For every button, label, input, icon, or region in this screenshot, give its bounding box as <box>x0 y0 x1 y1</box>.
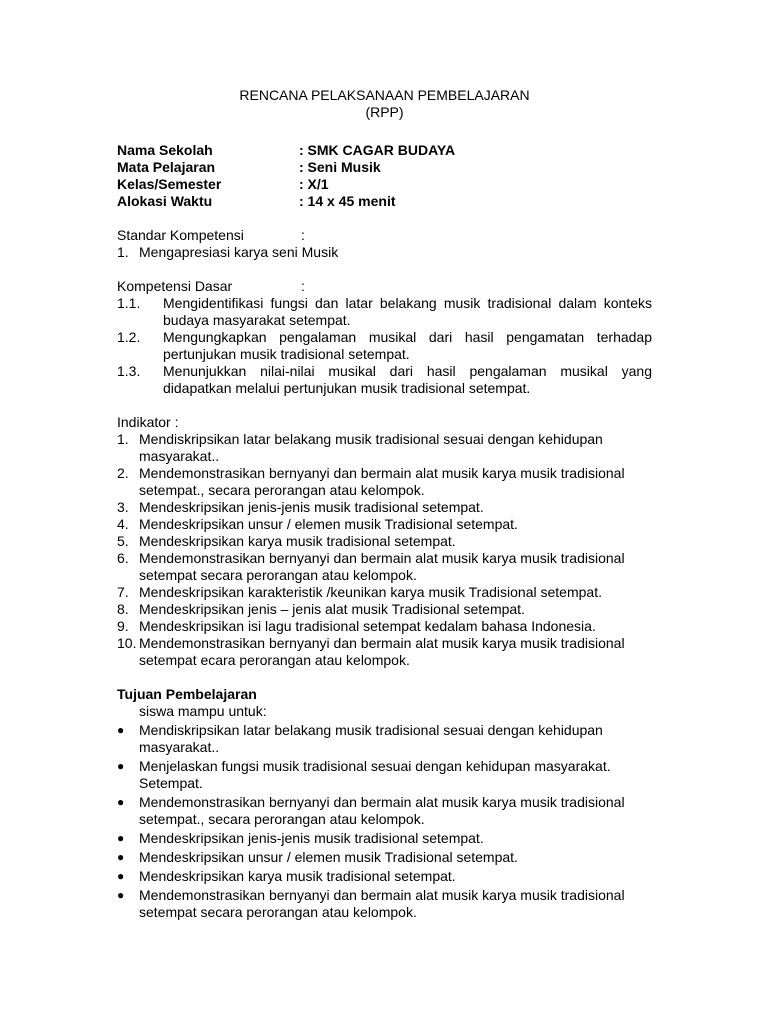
item-text: Mendeskripsikan karya musik tradisional setempat. <box>139 868 456 884</box>
identity-value: : SMK CAGAR BUDAYA <box>299 142 456 158</box>
item-number: 1.3. <box>117 363 141 379</box>
item-text: Mendeskripsikan jenis-jenis musik tradisional setempat. <box>139 499 484 515</box>
bullet-item <box>117 794 652 828</box>
list-item <box>117 329 652 363</box>
bullet-icon: ● <box>117 723 125 737</box>
kompetensi-dasar-section <box>117 278 652 397</box>
bullet-item <box>117 887 652 921</box>
bullet-item <box>117 849 652 866</box>
section-heading-label: Kompetensi Dasar <box>117 278 233 294</box>
document-page <box>117 87 652 921</box>
item-number: 10. <box>117 635 137 651</box>
item-text: Menunjukkan nilai-nilai musikal dari hasil pengalaman musikal yang didapatkan melalui pertunjukan musik tradisional setempat. <box>163 363 652 396</box>
list-item <box>117 499 652 516</box>
title-line-2: (RPP) <box>365 104 404 120</box>
item-number: 6. <box>117 550 129 566</box>
item-number: 7. <box>117 584 129 600</box>
item-text: Mendemonstrasikan bernyanyi dan bermain alat musik karya musik tradisional setempat secara perorangan atau kelompok. <box>139 550 625 583</box>
bullet-item <box>117 830 652 847</box>
identity-value: : X/1 <box>299 176 329 192</box>
item-text: Mendeskripsikan unsur / elemen musik Tradisional setempat. <box>139 849 518 865</box>
item-text: Mengapresiasi karya seni Musik <box>139 244 339 260</box>
item-text: Mendemonstrasikan bernyanyi dan bermain alat musik karya musik tradisional setempat., secara perorangan atau kelompok. <box>139 794 625 827</box>
list-item <box>117 465 652 499</box>
item-number: 3. <box>117 499 129 515</box>
bullet-item <box>117 722 652 756</box>
item-text: Menjelaskan fungsi musik tradisional sesuai dengan kehidupan masyarakat. Setempat. <box>139 758 611 791</box>
item-number: 9. <box>117 618 129 634</box>
item-text: Mendeskripsikan isi lagu tradisional setempat kedalam bahasa Indonesia. <box>139 618 596 634</box>
item-text: Mendiskripsikan latar belakang musik tradisional sesuai dengan kehidupan masyarakat.. <box>139 431 603 464</box>
list-item <box>117 295 652 329</box>
identity-key: Alokasi Waktu <box>117 193 213 209</box>
bullet-item <box>117 758 652 792</box>
section-heading <box>117 278 652 295</box>
section-heading-colon: : <box>301 278 305 294</box>
item-text: Mendeskripsikan jenis – jenis alat musik Tradisional setempat. <box>139 601 525 617</box>
identity-row-subject <box>117 159 652 176</box>
item-number: 2. <box>117 465 129 481</box>
item-text: Mendemonstrasikan bernyanyi dan bermain alat musik karya musik tradisional setempat ecara perorangan atau kelompok. <box>139 635 625 668</box>
identity-table <box>117 142 652 210</box>
standar-kompetensi-section <box>117 227 652 261</box>
identity-value: : Seni Musik <box>299 159 381 175</box>
item-text: Mendeskripsikan jenis-jenis musik tradisional setempat. <box>139 830 484 846</box>
bullet-icon: ● <box>117 869 125 883</box>
list-item <box>117 550 652 584</box>
item-text: Mendeskripsikan karya musik tradisional setempat. <box>139 533 456 549</box>
item-number: 1.1. <box>117 295 141 311</box>
list-item <box>117 601 652 618</box>
item-text: Mendemonstrasikan bernyanyi dan bermain alat musik karya musik tradisional setempat secara perorangan atau kelompok. <box>139 887 625 920</box>
bullet-icon: ● <box>117 795 125 809</box>
section-heading: Indikator : <box>117 414 179 430</box>
list-item <box>117 363 652 397</box>
bullet-item <box>117 868 652 885</box>
document-title <box>117 87 652 121</box>
item-number: 4. <box>117 516 129 532</box>
list-item <box>117 533 652 550</box>
item-text: Mendiskripsikan latar belakang musik tradisional sesuai dengan kehidupan masyarakat.. <box>139 722 603 755</box>
section-heading: Tujuan Pembelajaran <box>117 686 257 702</box>
identity-key: Mata Pelajaran <box>117 159 216 175</box>
item-number: 5. <box>117 533 129 549</box>
section-heading-label: Standar Kompetensi <box>117 227 244 243</box>
list-item <box>117 431 652 465</box>
identity-row-class <box>117 176 652 193</box>
item-number: 1. <box>117 431 129 447</box>
bullet-icon: ● <box>117 850 125 864</box>
item-text: Mengungkapkan pengalaman musikal dari hasil pengamatan terhadap pertunjukan musik tradisional setempat. <box>163 329 652 362</box>
section-heading <box>117 227 652 244</box>
identity-row-school <box>117 142 652 159</box>
item-text: Mendeskripsikan unsur / elemen musik Tradisional setempat. <box>139 516 518 532</box>
identity-value: : 14 x 45 menit <box>299 193 396 209</box>
bullet-icon: ● <box>117 759 125 773</box>
item-number: 8. <box>117 601 129 617</box>
list-item <box>117 635 652 669</box>
list-item <box>117 516 652 533</box>
indikator-section <box>117 414 652 669</box>
identity-key: Nama Sekolah <box>117 142 213 158</box>
list-item <box>117 618 652 635</box>
tujuan-intro: siswa mampu untuk: <box>139 703 267 719</box>
identity-key: Kelas/Semester <box>117 176 222 192</box>
item-text: Mendemonstrasikan bernyanyi dan bermain alat musik karya musik tradisional setempat., secara perorangan atau kelompok. <box>139 465 625 498</box>
item-number: 1. <box>117 244 129 260</box>
tujuan-section <box>117 686 652 921</box>
bullet-icon: ● <box>117 888 125 902</box>
item-text: Mendeskripsikan karakteristik /keunikan karya musik Tradisional setempat. <box>139 584 602 600</box>
item-text: Mengidentifikasi fungsi dan latar belakang musik tradisional dalam konteks budaya masyarakat setempat. <box>163 295 652 328</box>
section-heading-colon: : <box>301 227 305 243</box>
list-item <box>117 244 652 261</box>
list-item <box>117 584 652 601</box>
identity-row-time <box>117 193 652 210</box>
title-line-1: RENCANA PELAKSANAAN PEMBELAJARAN <box>239 87 530 103</box>
bullet-icon: ● <box>117 831 125 845</box>
item-number: 1.2. <box>117 329 141 345</box>
